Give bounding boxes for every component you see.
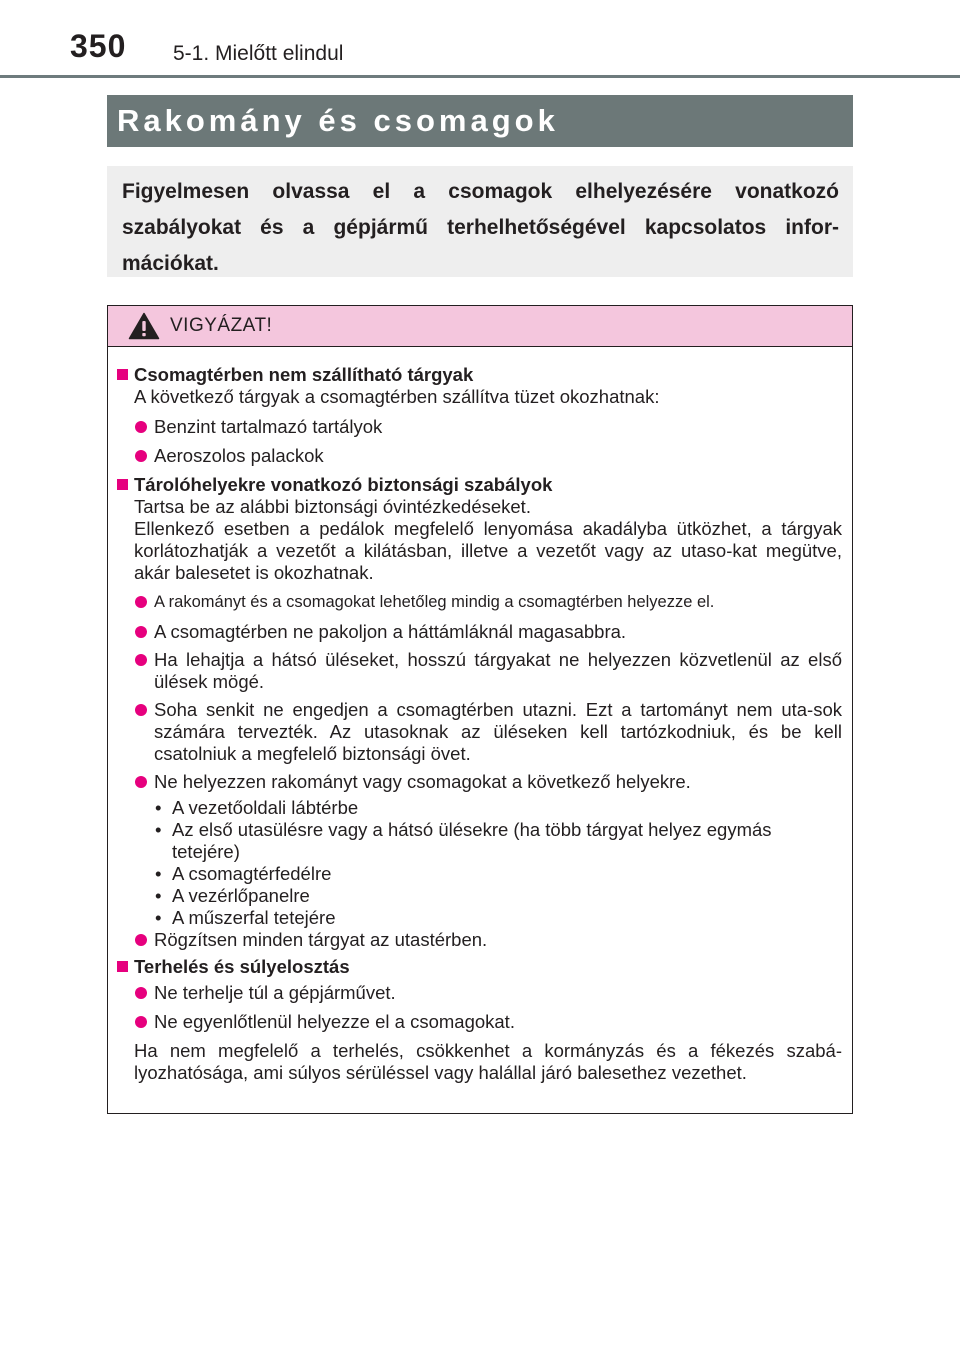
section-heading: Terhelés és súlyelosztás xyxy=(117,956,842,978)
header-rule xyxy=(0,75,960,78)
section-heading: Csomagtérben nem szállítható tárgyak xyxy=(117,364,842,386)
list-item: A rakományt és a csomagokat lehetőleg mindig a csomagtérben helyezze el. xyxy=(117,591,842,613)
list-item: Ne egyenlőtlenül helyezze el a csomagokat. xyxy=(117,1011,842,1033)
sub-list-item: • A műszerfal tetejére xyxy=(117,907,842,929)
section-text: A következő tárgyak a csomagtérben szállítva tüzet okozhatnak: xyxy=(134,386,660,407)
sub-list-item: • Az első utasülésre vagy a hátsó ülésekre (ha több tárgyat helyez egymás tetejére) xyxy=(117,819,842,863)
list-item: Ne helyezzen rakományt vagy csomagokat a következő helyekre. xyxy=(117,771,842,793)
list-item: Soha senkit ne engedjen a csomagtérben utazni. Ezt a tartományt nem uta-sok számára tervezték. Az utasoknak az üléseken kell tartózkodniuk, és be kell csatolniuk a megfelelő biztonsági övet. xyxy=(117,699,842,765)
section-text: Ha nem megfelelő a terhelés, csökkenhet a kormányzás és a fékezés szabá-lyozhatósága, ami súlyos sérüléssel vagy halállal járó balesethez vezethet. xyxy=(134,1040,842,1083)
page-title: Rakomány és csomagok xyxy=(107,95,853,147)
section-label: 5-1. Mielőtt elindul xyxy=(173,42,344,65)
list-item: Ne terhelje túl a gépjárművet. xyxy=(117,982,842,1004)
list-item: Benzint tartalmazó tartályok xyxy=(117,416,842,438)
warning-title: VIGYÁZAT! xyxy=(170,315,273,336)
warning-body xyxy=(108,347,852,1084)
list-item: Ha lehajtja a hátsó üléseket, hosszú tárgyakat ne helyezzen közvetlenül az első ülések mögé. xyxy=(117,649,842,693)
sub-list-item: • A csomagtérfedélre xyxy=(117,863,842,885)
page-number: 350 xyxy=(70,28,127,64)
list-item: Aeroszolos palackok xyxy=(117,445,842,467)
intro-box: Figyelmesen olvassa el a csomagok elhelyezésére vonatkozó szabályokat és a gépjármű terhelhetőségével kapcsolatos infor-mációkat. xyxy=(107,166,853,277)
warning-header xyxy=(108,306,852,347)
warning-box xyxy=(107,305,853,1114)
warning-triangle-icon xyxy=(128,312,160,340)
section-text: Tartsa be az alábbi biztonsági óvintézkedéseket. xyxy=(134,496,531,517)
sub-list-item: • A vezérlőpanelre xyxy=(117,885,842,907)
section-heading: Tárolóhelyekre vonatkozó biztonsági szabályok xyxy=(117,474,842,496)
section-text: Ellenkező esetben a pedálok megfelelő lenyomása akadályba ütközhet, a tárgyak korlátozhatják a vezetőt a kilátásban, illetve a vezetőt vagy az utaso-kat megütve, akár balesetet is okozhatnak. xyxy=(134,518,842,583)
list-item: Rögzítsen minden tárgyat az utastérben. xyxy=(117,929,842,951)
list-item: A csomagtérben ne pakoljon a háttámláknál magasabbra. xyxy=(117,621,842,643)
sub-list-item: • A vezetőoldali lábtérbe xyxy=(117,797,842,819)
